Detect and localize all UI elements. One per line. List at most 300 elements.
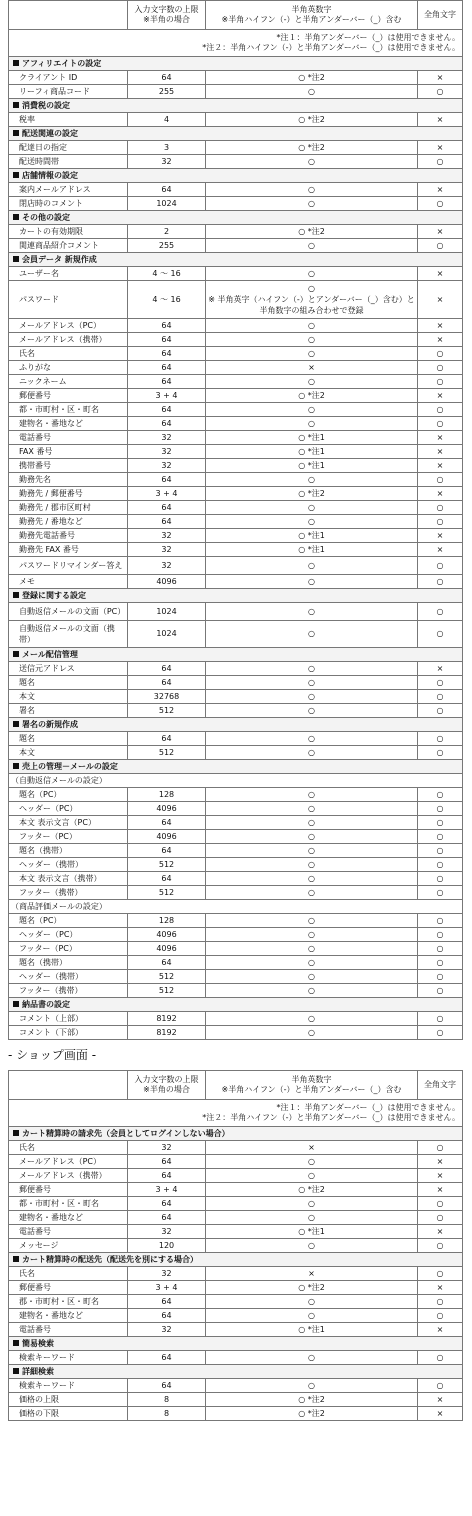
fullwidth-chars: ×	[418, 431, 463, 445]
square-bullet-icon	[13, 102, 19, 108]
halfwidth-alnum: ○	[206, 197, 418, 211]
char-limit: 255	[128, 85, 206, 99]
halfwidth-alnum: ○	[206, 676, 418, 690]
fullwidth-chars: ○	[418, 361, 463, 375]
section-title: 署名の新規作成	[22, 719, 78, 729]
section-title: アフィリエイトの設定	[22, 58, 102, 68]
header-alnum-line2: ※半角ハイフン（-）と半角アンダーバー（_）含む	[221, 1085, 402, 1094]
table-row	[9, 1239, 463, 1253]
halfwidth-alnum: ○	[206, 970, 418, 984]
header-limit-line2: ※半角の場合	[143, 1085, 190, 1094]
field-name: 案内メールアドレス	[9, 183, 128, 197]
field-name: 建物名・番地など	[9, 417, 128, 431]
halfwidth-alnum: ○	[206, 239, 418, 253]
char-limit: 4096	[128, 830, 206, 844]
header-alnum	[206, 1, 418, 30]
table-row	[9, 375, 463, 389]
fullwidth-chars: ×	[418, 281, 463, 319]
section-header	[9, 211, 463, 225]
section-title: メール配信管理	[22, 649, 78, 659]
header-limit	[128, 1, 206, 30]
char-limit: 32	[128, 445, 206, 459]
fullwidth-chars: ○	[418, 375, 463, 389]
fullwidth-chars: ○	[418, 788, 463, 802]
fullwidth-chars: ○	[418, 1012, 463, 1026]
halfwidth-alnum: ○	[206, 515, 418, 529]
table-row	[9, 662, 463, 676]
fullwidth-chars: ○	[418, 970, 463, 984]
fullwidth-chars: ○	[418, 732, 463, 746]
halfwidth-alnum: ○	[206, 732, 418, 746]
field-name: 都・市町村・区・町名	[9, 403, 128, 417]
table-row	[9, 914, 463, 928]
fullwidth-chars: ×	[418, 529, 463, 543]
fullwidth-chars: ○	[418, 914, 463, 928]
table-row	[9, 1183, 463, 1197]
table-row	[9, 858, 463, 872]
field-name: 勤務先名	[9, 473, 128, 487]
char-limit: 64	[128, 1197, 206, 1211]
table-row	[9, 802, 463, 816]
table-row	[9, 85, 463, 99]
header-blank	[9, 1, 128, 30]
halfwidth-alnum: ○	[206, 802, 418, 816]
field-name: 建物名・番地など	[9, 1211, 128, 1225]
table-row	[9, 403, 463, 417]
halfwidth-alnum: ○	[206, 914, 418, 928]
field-name: 題名（携帯）	[9, 844, 128, 858]
char-limit: 64	[128, 732, 206, 746]
char-limit: 3 + 4	[128, 1183, 206, 1197]
halfwidth-alnum: ○ *注2	[206, 225, 418, 239]
char-limit: 64	[128, 319, 206, 333]
fullwidth-chars: ○	[418, 1026, 463, 1040]
header-limit-line1: 入力文字数の上限	[134, 5, 199, 14]
table-row	[9, 1026, 463, 1040]
section-cell	[9, 99, 463, 113]
fullwidth-chars: ○	[418, 886, 463, 900]
table-row	[9, 71, 463, 85]
square-bullet-icon	[13, 1130, 19, 1136]
field-name: 勤務先 FAX 番号	[9, 543, 128, 557]
table-row	[9, 417, 463, 431]
section-cell	[9, 648, 463, 662]
fullwidth-chars: ○	[418, 621, 463, 648]
field-name: 本文	[9, 746, 128, 760]
header-zenkaku: 全角文字	[418, 1, 463, 30]
field-name: 署名	[9, 704, 128, 718]
table-row	[9, 557, 463, 575]
fullwidth-chars: ×	[418, 333, 463, 347]
fullwidth-chars: ○	[418, 575, 463, 589]
halfwidth-alnum: ○	[206, 621, 418, 648]
char-limit: 64	[128, 1211, 206, 1225]
table-row	[9, 183, 463, 197]
notes-row	[9, 1100, 463, 1127]
fullwidth-chars: ○	[418, 690, 463, 704]
halfwidth-alnum: ○	[206, 1239, 418, 1253]
square-bullet-icon	[13, 651, 19, 657]
table-row	[9, 928, 463, 942]
fullwidth-chars: ○	[418, 942, 463, 956]
field-name: カートの有効期限	[9, 225, 128, 239]
halfwidth-alnum: ○	[206, 1026, 418, 1040]
fullwidth-chars: ○	[418, 347, 463, 361]
char-limit: 64	[128, 473, 206, 487]
halfwidth-alnum: ○	[206, 1211, 418, 1225]
char-limit: 8192	[128, 1026, 206, 1040]
section-header	[9, 99, 463, 113]
table-row	[9, 113, 463, 127]
table-row	[9, 704, 463, 718]
char-limit: 64	[128, 403, 206, 417]
char-limit: 64	[128, 844, 206, 858]
table-row	[9, 333, 463, 347]
section-header	[9, 57, 463, 71]
header-limit	[128, 1071, 206, 1100]
section-cell	[9, 998, 463, 1012]
field-name: 本文	[9, 690, 128, 704]
fullwidth-chars: ○	[418, 928, 463, 942]
section-header	[9, 589, 463, 603]
halfwidth-alnum: ○	[206, 1295, 418, 1309]
square-bullet-icon	[13, 60, 19, 66]
section-cell	[9, 57, 463, 71]
table-row	[9, 347, 463, 361]
halfwidth-alnum: ○	[206, 662, 418, 676]
table-row	[9, 603, 463, 621]
halfwidth-alnum: ○	[206, 956, 418, 970]
table-row	[9, 844, 463, 858]
table-row	[9, 389, 463, 403]
section-header	[9, 169, 463, 183]
field-name: ヘッダー（PC）	[9, 802, 128, 816]
table-row	[9, 956, 463, 970]
field-name: 検索キーワード	[9, 1351, 128, 1365]
field-name: 郡・市町村・区・町名	[9, 1295, 128, 1309]
fullwidth-chars: ○	[418, 1211, 463, 1225]
char-limit: 64	[128, 816, 206, 830]
char-limit: 32	[128, 1267, 206, 1281]
char-limit: 64	[128, 361, 206, 375]
char-limit: 32	[128, 529, 206, 543]
char-limit: 512	[128, 704, 206, 718]
halfwidth-alnum: ○	[206, 1169, 418, 1183]
section-header	[9, 760, 463, 774]
table-row	[9, 529, 463, 543]
char-limit: 32	[128, 155, 206, 169]
table-row	[9, 445, 463, 459]
header-limit-line1: 入力文字数の上限	[134, 1075, 199, 1084]
square-bullet-icon	[13, 592, 19, 598]
halfwidth-alnum: ○	[206, 473, 418, 487]
fullwidth-chars: ○	[418, 872, 463, 886]
field-name: 題名	[9, 676, 128, 690]
fullwidth-chars: ○	[418, 956, 463, 970]
table-row	[9, 1295, 463, 1309]
halfwidth-alnum: ○ *注1	[206, 1323, 418, 1337]
fullwidth-chars: ×	[418, 1281, 463, 1295]
halfwidth-alnum: ○	[206, 1309, 418, 1323]
subsection-header	[9, 774, 463, 788]
fullwidth-chars: ○	[418, 704, 463, 718]
table-row	[9, 543, 463, 557]
char-limit: 64	[128, 662, 206, 676]
fullwidth-chars: ○	[418, 1267, 463, 1281]
table-row	[9, 501, 463, 515]
char-limit: 512	[128, 970, 206, 984]
shop-screen-title: - ショップ画面 -	[8, 1048, 97, 1062]
table-row	[9, 1393, 463, 1407]
section-header	[9, 648, 463, 662]
table-row	[9, 886, 463, 900]
section-title: 簡易検索	[22, 1338, 54, 1348]
field-name: 氏名	[9, 347, 128, 361]
char-limit: 512	[128, 984, 206, 998]
header-alnum	[206, 1071, 418, 1100]
square-bullet-icon	[13, 1001, 19, 1007]
field-name: ヘッダー（PC）	[9, 928, 128, 942]
header-alnum-line2: ※半角ハイフン（-）と半角アンダーバー（_）含む	[221, 15, 402, 24]
table-row	[9, 239, 463, 253]
char-limit: 64	[128, 347, 206, 361]
fullwidth-chars: ×	[418, 445, 463, 459]
section-header	[9, 253, 463, 267]
table-row	[9, 473, 463, 487]
fullwidth-chars: ○	[418, 1197, 463, 1211]
field-name: 電話番号	[9, 1323, 128, 1337]
fullwidth-chars: ×	[418, 662, 463, 676]
table-row	[9, 1012, 463, 1026]
table-row	[9, 1155, 463, 1169]
halfwidth-alnum: ×	[206, 361, 418, 375]
square-bullet-icon	[13, 1256, 19, 1262]
table-row	[9, 1225, 463, 1239]
char-limit: 64	[128, 71, 206, 85]
halfwidth-alnum: ○	[206, 788, 418, 802]
section-title: 登録に関する設定	[22, 590, 86, 600]
field-name: フッター（携帯）	[9, 886, 128, 900]
field-name: メモ	[9, 575, 128, 589]
section-title: 納品書の設定	[22, 999, 70, 1009]
fullwidth-chars: ○	[418, 239, 463, 253]
section-header	[9, 1253, 463, 1267]
char-limit: 1024	[128, 621, 206, 648]
char-limit: 32	[128, 1225, 206, 1239]
field-name: 自動返信メールの文面（携帯）	[9, 621, 128, 648]
fullwidth-chars: ○	[418, 197, 463, 211]
fullwidth-chars: ○	[418, 1379, 463, 1393]
halfwidth-alnum: ○	[206, 267, 418, 281]
fullwidth-chars: ×	[418, 267, 463, 281]
halfwidth-alnum: ○ *注2	[206, 1407, 418, 1421]
section-cell	[9, 589, 463, 603]
fullwidth-chars: ○	[418, 155, 463, 169]
field-name: 勤務先 / 番地など	[9, 515, 128, 529]
halfwidth-alnum: ○	[206, 575, 418, 589]
field-name: 関連商品紹介コメント	[9, 239, 128, 253]
field-name: 自動返信メールの文面（PC）	[9, 603, 128, 621]
char-limit: 64	[128, 1351, 206, 1365]
section-cell	[9, 1127, 463, 1141]
halfwidth-alnum: ○	[206, 155, 418, 169]
table-row	[9, 676, 463, 690]
section-header	[9, 1127, 463, 1141]
char-limit: 4	[128, 113, 206, 127]
field-name: 郵便番号	[9, 389, 128, 403]
table-row	[9, 361, 463, 375]
note-2: *注２：半角ハイフン（-）と半角アンダーバー（_）は使用できません。	[202, 1113, 460, 1122]
section-cell	[9, 253, 463, 267]
halfwidth-alnum: ○ *注2	[206, 113, 418, 127]
table-row	[9, 1141, 463, 1155]
char-limit: 32768	[128, 690, 206, 704]
halfwidth-alnum: ○ *注1	[206, 459, 418, 473]
halfwidth-alnum: ○	[206, 1155, 418, 1169]
field-name: 勤務先電話番号	[9, 529, 128, 543]
table-row	[9, 267, 463, 281]
field-name: 閉店時のコメント	[9, 197, 128, 211]
char-limit: 120	[128, 1239, 206, 1253]
table-row	[9, 141, 463, 155]
square-bullet-icon	[13, 721, 19, 727]
char-limit: 64	[128, 417, 206, 431]
halfwidth-alnum: ○	[206, 501, 418, 515]
halfwidth-alnum: ○	[206, 1351, 418, 1365]
field-name: 建物名・番地など	[9, 1309, 128, 1323]
header-alnum-line1: 半角英数字	[291, 1075, 332, 1084]
halfwidth-alnum: ○	[206, 942, 418, 956]
fullwidth-chars: ×	[418, 225, 463, 239]
subsection-header	[9, 900, 463, 914]
halfwidth-alnum: ○	[206, 928, 418, 942]
fullwidth-chars: ×	[418, 1155, 463, 1169]
char-limit: 4 ～ 16	[128, 281, 206, 319]
table-row	[9, 1323, 463, 1337]
fullwidth-chars: ○	[418, 816, 463, 830]
char-limit: 64	[128, 375, 206, 389]
char-limit: 1024	[128, 603, 206, 621]
table-row	[9, 155, 463, 169]
char-limit: 64	[128, 1379, 206, 1393]
char-limit: 3 + 4	[128, 389, 206, 403]
field-name: 電話番号	[9, 1225, 128, 1239]
halfwidth-alnum: ○ *注2	[206, 71, 418, 85]
field-name: フッター（PC）	[9, 830, 128, 844]
char-limit: 8	[128, 1407, 206, 1421]
section-title: カート精算時の請求先（会員としてログインしない場合）	[22, 1128, 230, 1138]
table-row	[9, 621, 463, 648]
field-name: ユーザー名	[9, 267, 128, 281]
halfwidth-alnum: ○	[206, 85, 418, 99]
char-limit: 64	[128, 515, 206, 529]
table-row	[9, 1169, 463, 1183]
fullwidth-chars: ×	[418, 71, 463, 85]
section-cell	[9, 1253, 463, 1267]
field-name: 勤務先 / 郵便番号	[9, 487, 128, 501]
table-row	[9, 732, 463, 746]
section-cell	[9, 211, 463, 225]
fullwidth-chars: ○	[418, 417, 463, 431]
table-row	[9, 197, 463, 211]
char-limit: 64	[128, 1295, 206, 1309]
fullwidth-chars: ×	[418, 141, 463, 155]
section-title: その他の設定	[22, 212, 70, 222]
fullwidth-chars: ×	[418, 319, 463, 333]
fullwidth-chars: ○	[418, 858, 463, 872]
field-name: 氏名	[9, 1267, 128, 1281]
header-alnum-line1: 半角英数字	[291, 5, 332, 14]
char-limit: 128	[128, 788, 206, 802]
field-name: 都・市町村・区・町名	[9, 1197, 128, 1211]
char-limit: 32	[128, 459, 206, 473]
halfwidth-alnum: ○	[206, 603, 418, 621]
fullwidth-chars: ○	[418, 557, 463, 575]
halfwidth-alnum: ○	[206, 872, 418, 886]
halfwidth-alnum: ○	[206, 746, 418, 760]
halfwidth-alnum: ×	[206, 1267, 418, 1281]
halfwidth-alnum: ○	[206, 403, 418, 417]
char-limit: 64	[128, 1169, 206, 1183]
field-name: FAX 番号	[9, 445, 128, 459]
field-name: ヘッダー（携帯）	[9, 970, 128, 984]
char-limit: 64	[128, 333, 206, 347]
halfwidth-alnum: ○ ※ 半角英字（ハイフン（-）とアンダーバー（_）含む）と半角数字の組み合わせで登録	[206, 281, 418, 319]
char-limit: 32	[128, 1323, 206, 1337]
table-row	[9, 788, 463, 802]
halfwidth-alnum: ○ *注1	[206, 529, 418, 543]
field-name: 郵便番号	[9, 1281, 128, 1295]
subsection-title: （自動返信メールの設定）	[9, 774, 463, 788]
field-name: メールアドレス（携帯）	[9, 333, 128, 347]
field-name: 価格の下限	[9, 1407, 128, 1421]
halfwidth-alnum: ○	[206, 557, 418, 575]
note-2: *注２：半角ハイフン（-）と半角アンダーバー（_）は使用できません。	[202, 43, 460, 52]
fullwidth-chars: ×	[418, 1225, 463, 1239]
fullwidth-chars: ○	[418, 1239, 463, 1253]
halfwidth-alnum: ○	[206, 690, 418, 704]
table-row	[9, 942, 463, 956]
halfwidth-alnum: ○ *注1	[206, 1225, 418, 1239]
halfwidth-alnum: ○ *注1	[206, 431, 418, 445]
char-limit: 3	[128, 141, 206, 155]
square-bullet-icon	[13, 172, 19, 178]
fullwidth-chars: ×	[418, 113, 463, 127]
char-limit: 4096	[128, 575, 206, 589]
table-row	[9, 487, 463, 501]
fullwidth-chars: ○	[418, 844, 463, 858]
halfwidth-alnum: ○	[206, 816, 418, 830]
fullwidth-chars: ×	[418, 1407, 463, 1421]
char-limit: 128	[128, 914, 206, 928]
halfwidth-alnum: ○ *注2	[206, 1183, 418, 1197]
halfwidth-alnum: ○ *注2	[206, 487, 418, 501]
table-header	[9, 1071, 463, 1100]
fullwidth-chars: ○	[418, 85, 463, 99]
table-row	[9, 746, 463, 760]
char-limit: 4096	[128, 802, 206, 816]
halfwidth-alnum: ○ *注2	[206, 141, 418, 155]
halfwidth-alnum: ○	[206, 984, 418, 998]
section-title: 配送関連の設定	[22, 128, 78, 138]
fullwidth-chars: ○	[418, 403, 463, 417]
note-1: *注１：半角アンダーバー（_）は使用できません。	[276, 33, 460, 42]
field-name: 電話番号	[9, 431, 128, 445]
table-row	[9, 281, 463, 319]
halfwidth-alnum: ○	[206, 347, 418, 361]
char-limit: 1024	[128, 197, 206, 211]
field-name: 氏名	[9, 1141, 128, 1155]
